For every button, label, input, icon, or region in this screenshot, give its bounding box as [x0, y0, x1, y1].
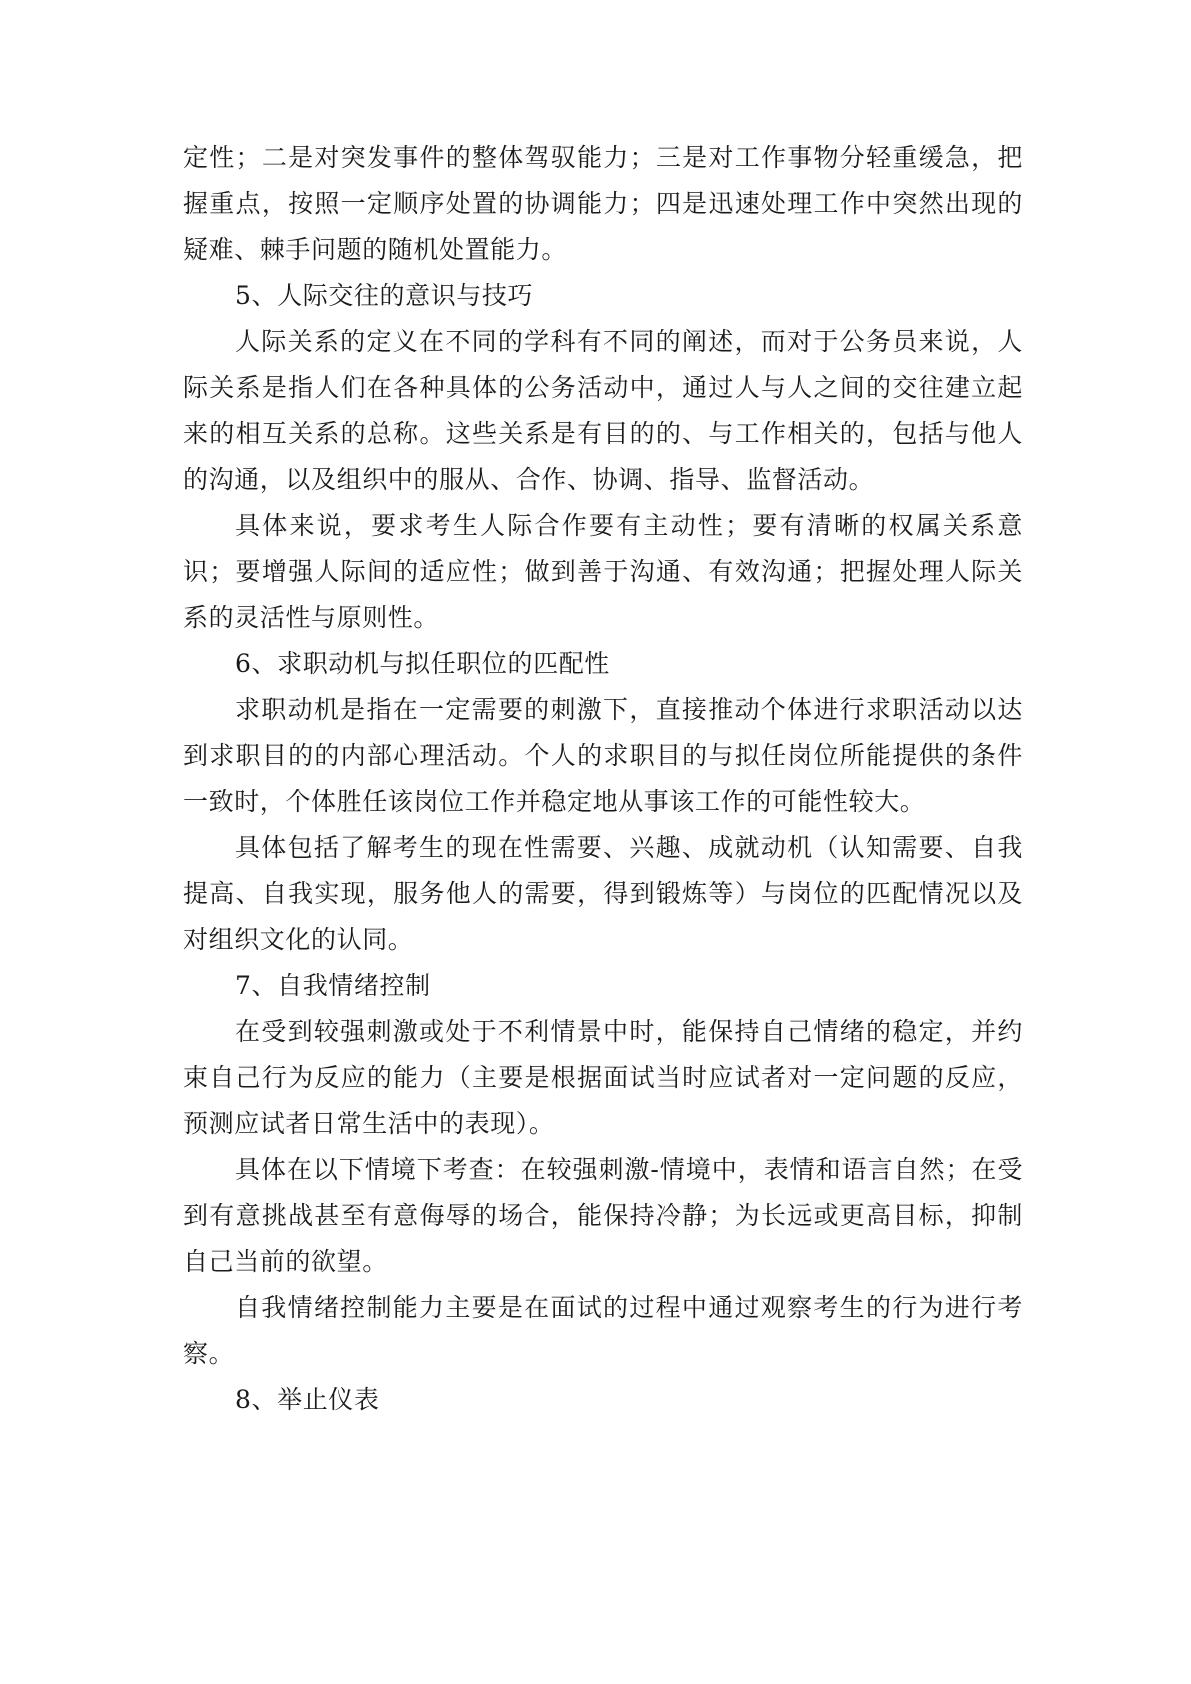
paragraph: 自我情绪控制能力主要是在面试的过程中通过观察考生的行为进行考察。: [183, 1293, 1023, 1368]
paragraph-continuation: 定性；二是对突发事件的整体驾驭能力；三是对工作事物分轻重缓急，把握重点，按照一定顺序处置的协调能力；四是迅速处理工作中突然出现的疑难、棘手问题的随机处置能力。: [183, 143, 1023, 264]
document-body: [183, 135, 1023, 1423]
section-heading-6: 6、求职动机与拟任职位的匹配性: [235, 649, 610, 678]
paragraph: 人际关系的定义在不同的学科有不同的阐述，而对于公务员来说，人际关系是指人们在各种具体的公务活动中，通过人与人之间的交往建立起来的相互关系的总称。这些关系是有目的的、与工作相关的，包括与他人的沟通，以及组织中的服从、合作、协调、指导、监督活动。: [183, 327, 1023, 494]
section-heading-7: 7、自我情绪控制: [235, 971, 431, 1000]
section-heading-8: 8、举止仪表: [235, 1385, 380, 1414]
paragraph: 在受到较强刺激或处于不利情景中时，能保持自己情绪的稳定，并约束自己行为反应的能力（主要是根据面试当时应试者对一定问题的反应，预测应试者日常生活中的表现）。: [183, 1017, 1023, 1138]
paragraph: 具体包括了解考生的现在性需要、兴趣、成就动机（认知需要、自我提高、自我实现，服务他人的需要，得到锻炼等）与岗位的匹配情况以及对组织文化的认同。: [183, 833, 1023, 954]
section-heading-5: 5、人际交往的意识与技巧: [235, 281, 534, 310]
paragraph: 具体在以下情境下考查：在较强刺激-情境中，表情和语言自然；在受到有意挑战甚至有意侮辱的场合，能保持冷静；为长远或更高目标，抑制自己当前的欲望。: [183, 1155, 1023, 1276]
paragraph: 具体来说，要求考生人际合作要有主动性；要有清晰的权属关系意识；要增强人际间的适应性；做到善于沟通、有效沟通；把握处理人际关系的灵活性与原则性。: [183, 511, 1023, 632]
paragraph: 求职动机是指在一定需要的刺激下，直接推动个体进行求职活动以达到求职目的的内部心理活动。个人的求职目的与拟任岗位所能提供的条件一致时，个体胜任该岗位工作并稳定地从事该工作的可能性较大。: [183, 695, 1023, 816]
